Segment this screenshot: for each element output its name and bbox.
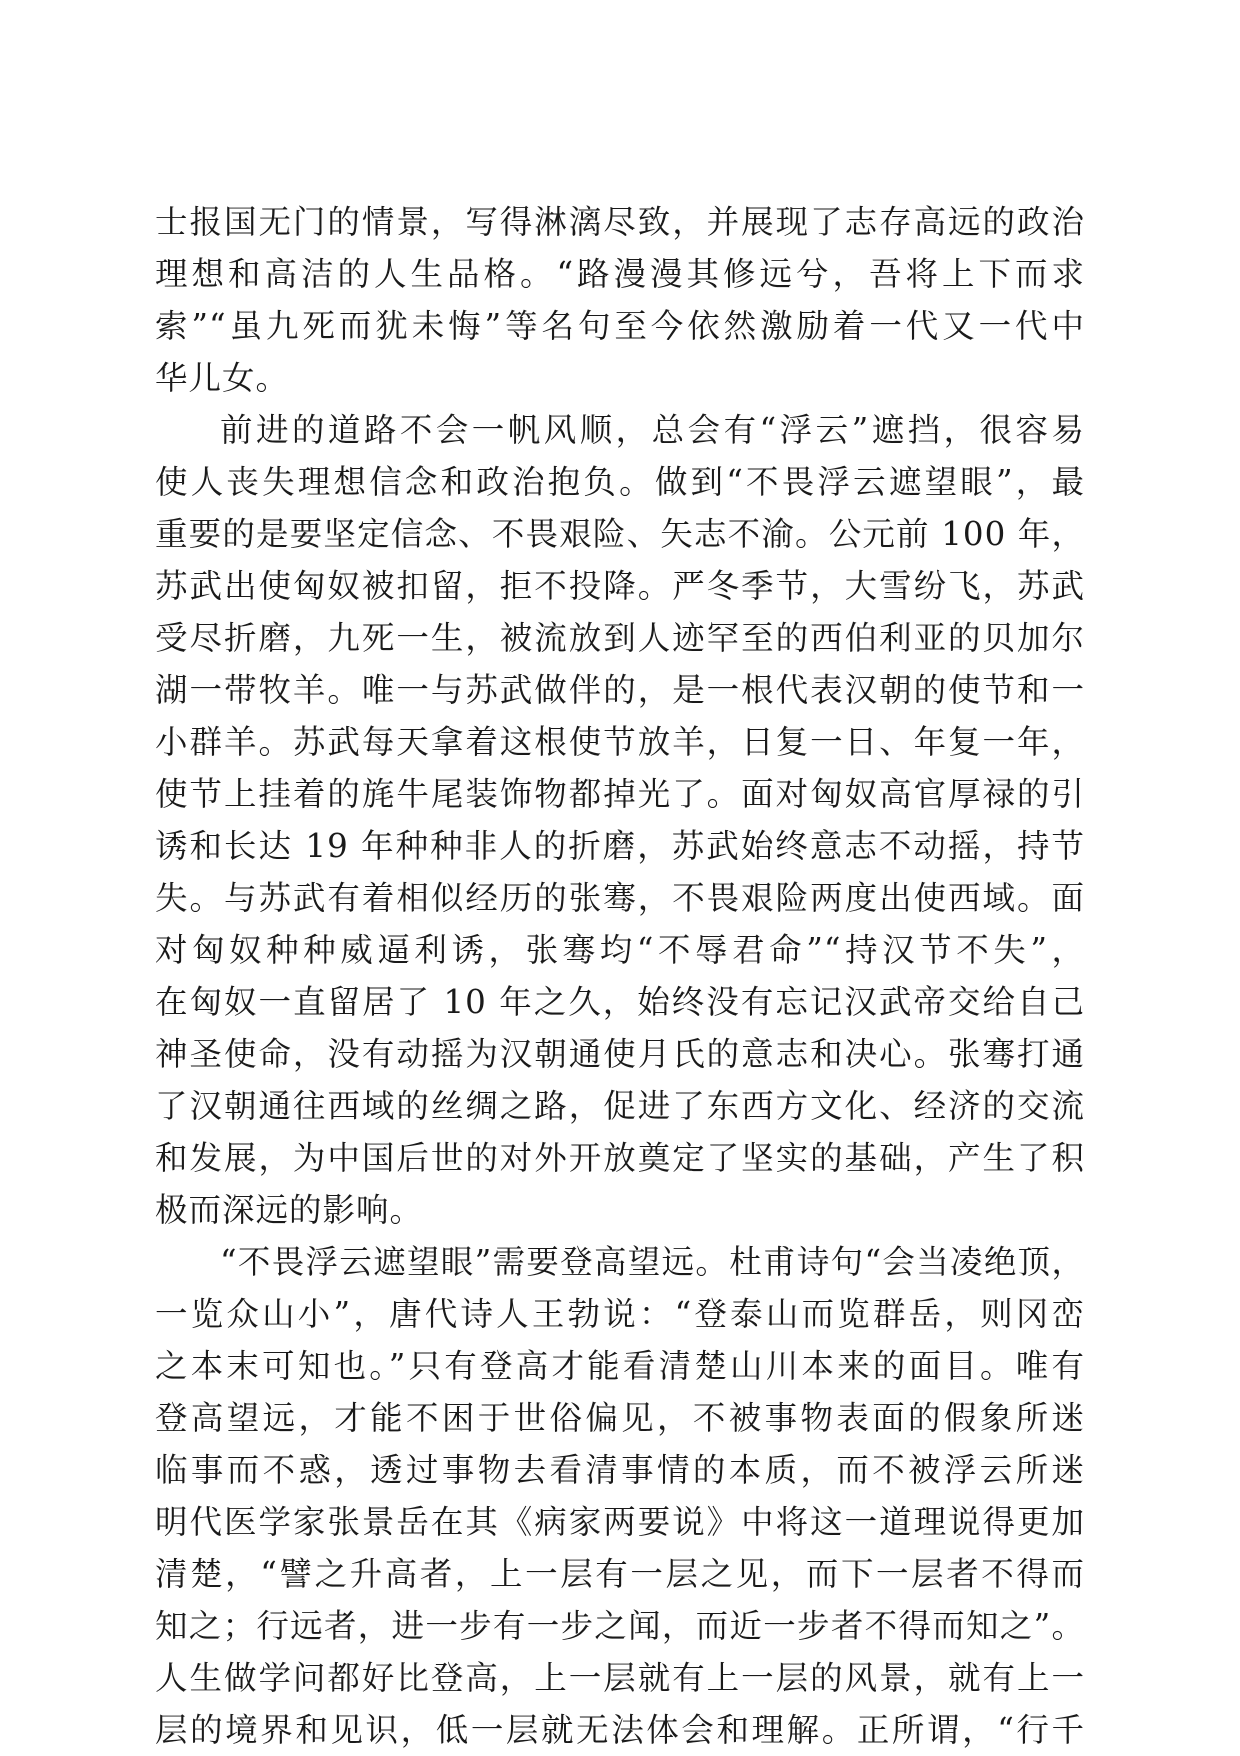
text-line: 士报国无门的情景，写得淋漓尽致，并展现了志存高远的政治 (155, 203, 1085, 241)
text-line: 人生做学问都好比登高，上一层就有上一层的风景，就有上一 (155, 1659, 1085, 1697)
text-line: 登高望远，才能不困于世俗偏见，不被事物表面的假象所迷 (155, 1399, 1085, 1437)
text-line: 之本末可知也。”只有登高才能看清楚山川本来的面目。唯有 (155, 1347, 1085, 1385)
text-line: 失。与苏武有着相似经历的张骞，不畏艰险两度出使西域。面 (155, 879, 1085, 917)
text-line: 清楚，“譬之升高者，上一层有一层之见，而下一层者不得而 (155, 1555, 1085, 1593)
text-line: 在匈奴一直留居了 10 年之久，始终没有忘记汉武帝交给自己 (155, 983, 1085, 1021)
paragraph (155, 196, 1085, 404)
text-line: 层的境界和见识，低一层就无法体会和理解。正所谓，“行千 (155, 1711, 1085, 1749)
text-line: 重要的是要坚定信念、不畏艰险、矢志不渝。公元前 100 年， (155, 515, 1085, 553)
text-line: 小群羊。苏武每天拿着这根使节放羊，日复一日、年复一年， (155, 723, 1085, 761)
text-line: 诱和长达 19 年种种非人的折磨，苏武始终意志不动摇，持节 (155, 827, 1085, 865)
text-line: 神圣使命，没有动摇为汉朝通使月氏的意志和决心。张骞打通 (155, 1035, 1085, 1073)
text-line: 前进的道路不会一帆风顺，总会有“浮云”遮挡，很容易 (220, 411, 1085, 449)
text-line: 理想和高洁的人生品格。“路漫漫其修远兮，吾将上下而求 (155, 255, 1085, 293)
body-text (155, 196, 1085, 1756)
text-line: 对匈奴种种威逼利诱，张骞均“不辱君命”“持汉节不失”， (155, 931, 1085, 969)
text-line: “不畏浮云遮望眼”需要登高望远。杜甫诗句“会当凌绝顶， (220, 1243, 1085, 1281)
text-line: 极而深远的影响。 (155, 1191, 424, 1229)
paragraph (155, 1236, 1085, 1756)
text-line: 使人丧失理想信念和政治抱负。做到“不畏浮云遮望眼”，最 (155, 463, 1085, 501)
text-line: 临事而不惑，透过事物去看清事情的本质，而不被浮云所迷 (155, 1451, 1085, 1489)
text-line: 华儿女。 (155, 359, 290, 397)
text-line: 苏武出使匈奴被扣留，拒不投降。严冬季节，大雪纷飞，苏武 (155, 567, 1085, 605)
text-line: 湖一带牧羊。唯一与苏武做伴的，是一根代表汉朝的使节和一 (155, 671, 1085, 709)
text-line: 索”“虽九死而犹未悔”等名句至今依然激励着一代又一代中 (155, 307, 1085, 345)
text-line: 使节上挂着的旄牛尾装饰物都掉光了。面对匈奴高官厚禄的引 (155, 775, 1085, 813)
text-line: 明代医学家张景岳在其《病家两要说》中将这一道理说得更加 (155, 1503, 1085, 1541)
paragraph (155, 404, 1085, 1236)
text-line: 知之；行远者，进一步有一步之闻，而近一步者不得而知之”。 (155, 1607, 1085, 1645)
text-line: 了汉朝通往西域的丝绸之路，促进了东西方文化、经济的交流 (155, 1087, 1085, 1125)
text-line: 一览众山小”，唐代诗人王勃说：“登泰山而览群岳，则冈峦 (155, 1295, 1085, 1333)
text-line: 受尽折磨，九死一生，被流放到人迹罕至的西伯利亚的贝加尔 (155, 619, 1085, 657)
text-line: 和发展，为中国后世的对外开放奠定了坚实的基础，产生了积 (155, 1139, 1085, 1177)
